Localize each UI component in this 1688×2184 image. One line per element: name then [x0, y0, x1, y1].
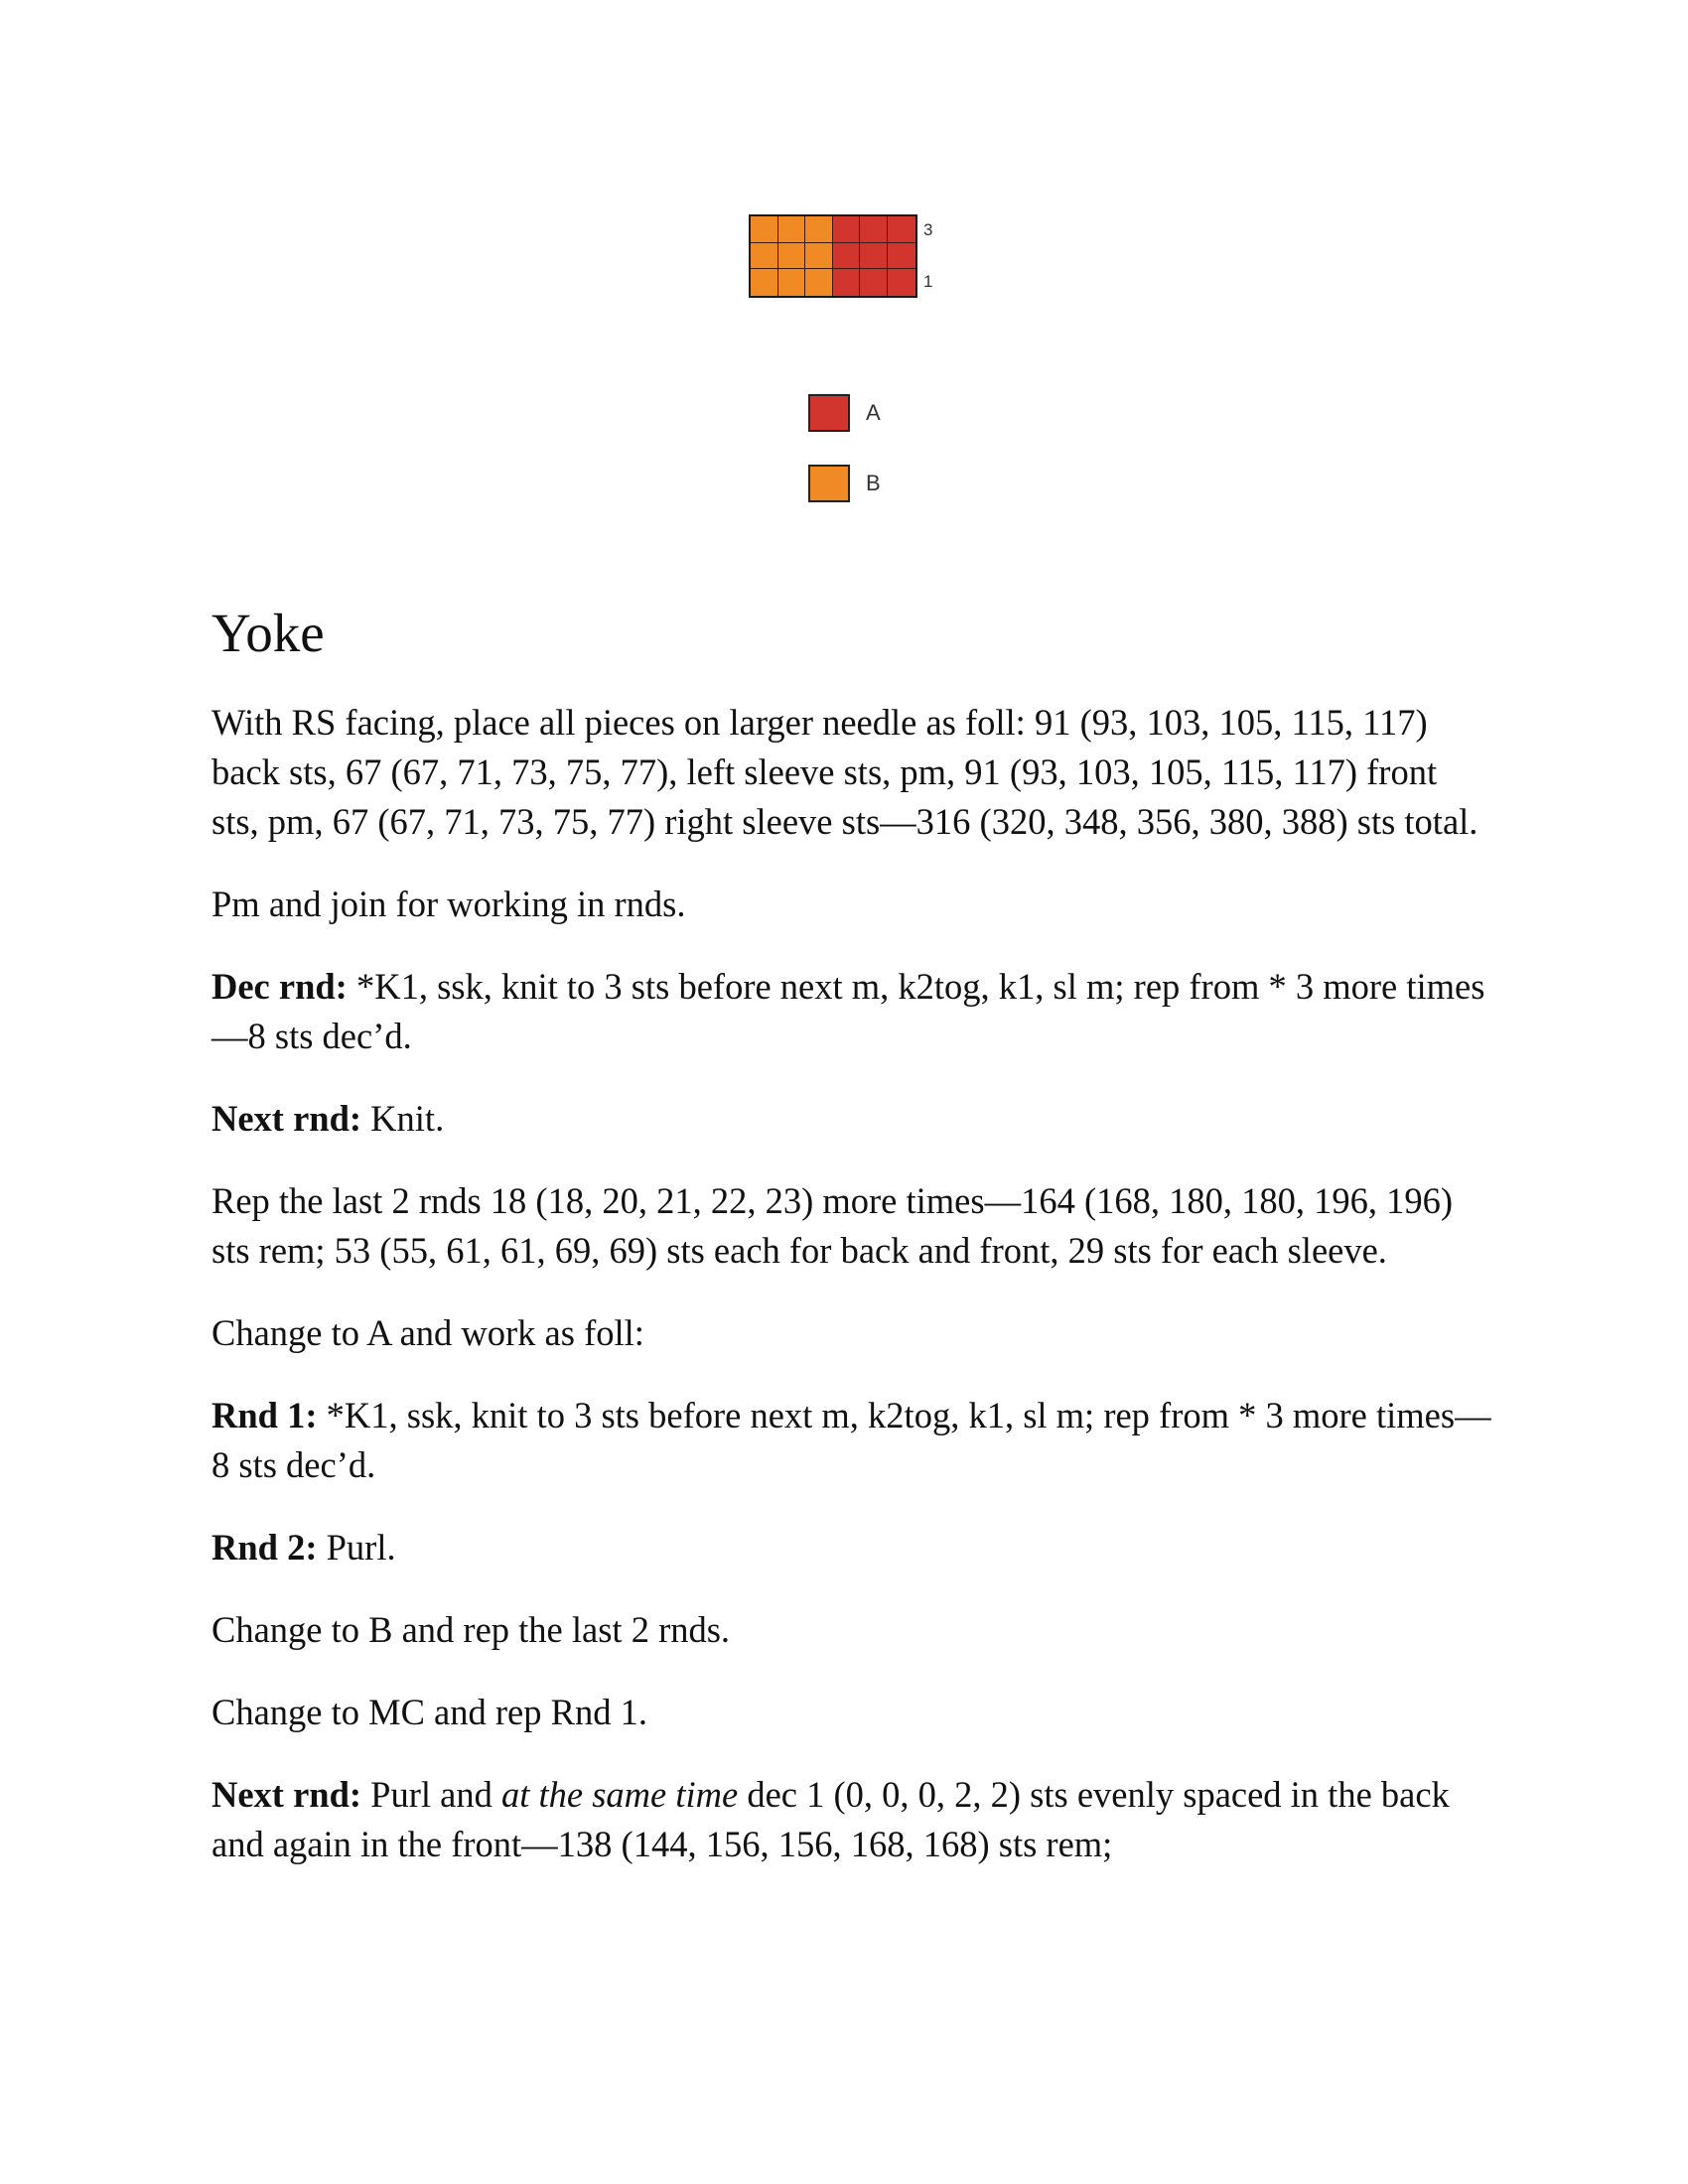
chart-cell-a	[888, 243, 915, 270]
chart-cell-b	[778, 216, 806, 243]
key-label-b: B	[866, 471, 881, 495]
instruction-paragraph: Pm and join for working in rnds.	[211, 883, 686, 924]
chart-cell-a	[888, 216, 915, 243]
chart-cell-a	[833, 269, 861, 296]
step-label: Next rnd:	[211, 1773, 362, 1815]
chart-cell-a	[860, 216, 888, 243]
section-title: Yoke	[211, 603, 325, 663]
chart-cell-a	[860, 243, 888, 270]
chart-cell-a	[833, 243, 861, 270]
chart-grid	[749, 214, 917, 298]
instruction-paragraph: Rnd 2: Purl.	[211, 1526, 396, 1568]
chart-cell-a	[833, 216, 861, 243]
colorwork-chart	[749, 214, 933, 298]
instruction-paragraph: Next rnd: Knit.	[211, 1097, 445, 1139]
key-swatch-a	[808, 394, 850, 432]
emphasis-text: at the same time	[500, 1773, 739, 1815]
chart-row-label-1: 1	[923, 272, 933, 291]
key-label-a: A	[866, 400, 881, 425]
chart-cell-b	[805, 243, 833, 270]
chart-cell-b	[805, 269, 833, 296]
step-label: Next rnd:	[211, 1097, 362, 1139]
instruction-paragraph: Change to MC and rep Rnd 1.	[211, 1691, 647, 1732]
chart-cell-b	[751, 216, 778, 243]
key-item-a	[808, 394, 881, 432]
chart-cell-b	[805, 216, 833, 243]
key-swatch-b	[808, 465, 850, 502]
chart-cell-b	[778, 269, 806, 296]
chart-cell-a	[888, 269, 915, 296]
instruction-paragraph: Dec rnd: *K1, ssk, knit to 3 sts before next m, k2tog, k1, sl m; rep from * 3 more times—8 sts dec’d.	[211, 965, 1485, 1056]
instruction-paragraph: Change to B and rep the last 2 rnds.	[211, 1608, 731, 1650]
instruction-paragraph: Next rnd: Purl and at the same time dec 1 (0, 0, 0, 2, 2) sts evenly spaced in the back and again in the front—138 (144, 156, 156, 168, 168) sts rem;	[211, 1773, 1450, 1864]
key-item-b	[808, 465, 881, 502]
chart-cell-b	[751, 243, 778, 270]
chart-row-label-3: 3	[923, 220, 933, 239]
chart-cell-a	[860, 269, 888, 296]
instruction-paragraph: With RS facing, place all pieces on larger needle as foll: 91 (93, 103, 105, 115, 117) back sts, 67 (67, 71, 73, 75, 77), left sleeve sts, pm, 91 (93, 103, 105, 115, 117) front sts, pm, 67 (67, 71, 73, 75, 77) right sleeve sts—316 (320, 348, 356, 380, 388) sts total.	[211, 701, 1478, 842]
chart-cell-b	[751, 269, 778, 296]
chart-cell-b	[778, 243, 806, 270]
step-label: Dec rnd:	[211, 965, 348, 1007]
instruction-paragraph: Change to A and work as foll:	[211, 1311, 644, 1353]
instruction-paragraph: Rnd 1: *K1, ssk, knit to 3 sts before next m, k2tog, k1, sl m; rep from * 3 more times—8 sts dec’d.	[211, 1394, 1491, 1485]
step-label: Rnd 1:	[211, 1394, 318, 1435]
pattern-instructions	[211, 604, 1492, 1902]
instruction-paragraph: Rep the last 2 rnds 18 (18, 20, 21, 22, 23) more times—164 (168, 180, 180, 196, 196) sts rem; 53 (55, 61, 61, 69, 69) sts each for back and front, 29 sts for each sleeve.	[211, 1179, 1454, 1271]
step-label: Rnd 2:	[211, 1526, 318, 1568]
